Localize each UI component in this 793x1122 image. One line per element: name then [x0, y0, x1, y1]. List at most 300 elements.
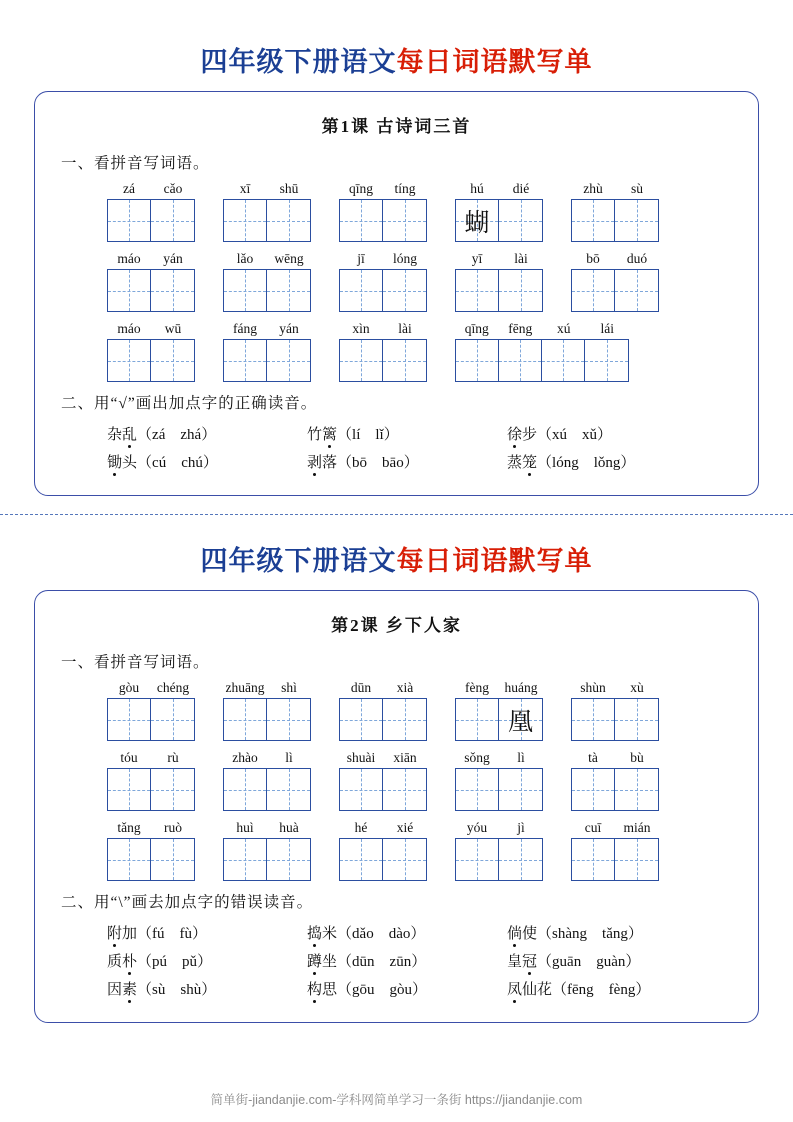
lesson-heading-2: 第2课 乡下人家 [331, 616, 462, 635]
word-group [223, 321, 311, 382]
reading-options[interactable]: dūn zūn [352, 954, 412, 970]
written-char [383, 200, 426, 241]
word-group [455, 820, 543, 881]
pinyin-syllable: lài [514, 251, 528, 266]
tianzige-boxes[interactable] [339, 698, 427, 741]
pinyin-syllable: hú [470, 181, 484, 196]
tianzige-cell[interactable] [615, 200, 658, 241]
tianzige-cell[interactable] [499, 270, 542, 311]
dotted-char: 剥 [307, 451, 322, 472]
pinyin-label [455, 750, 543, 766]
pinyin-row [55, 680, 738, 741]
dotted-char: 冠 [522, 950, 537, 971]
tianzige-cell[interactable] [151, 839, 194, 880]
tianzige-cell[interactable] [499, 340, 542, 381]
written-char [267, 340, 310, 381]
reading-options[interactable]: guān guàn [552, 954, 626, 970]
reading-options[interactable]: shàng tǎng [552, 926, 628, 942]
written-char [224, 270, 266, 311]
pinyin-row [55, 181, 738, 242]
pinyin-syllable: duó [626, 251, 648, 266]
exercise-row [55, 950, 738, 971]
tianzige-boxes[interactable] [571, 768, 659, 811]
pinyin-syllable: yán [163, 251, 183, 266]
pinyin-syllable: shì [281, 680, 297, 695]
pinyin-syllable: lài [398, 321, 412, 336]
tianzige-cell[interactable] [615, 839, 658, 880]
word-group [571, 820, 659, 881]
tianzige-cell[interactable] [383, 340, 426, 381]
dotted-char: 朴 [122, 950, 137, 971]
part1-heading-2: 一、看拼音写词语。 [61, 654, 210, 671]
written-char [108, 270, 150, 311]
written-char [340, 699, 382, 740]
reading-options[interactable]: dǎo dào [352, 926, 411, 942]
pinyin-syllable: zhào [232, 750, 258, 765]
pinyin-syllable: tíng [394, 181, 416, 196]
exercise-item[interactable]: 徐步（xú xǔ） [507, 423, 707, 444]
written-char [572, 200, 614, 241]
tianzige-cell[interactable] [108, 200, 151, 241]
tianzige-boxes[interactable] [455, 838, 543, 881]
written-char [151, 270, 194, 311]
pinyin-syllable: yán [279, 321, 299, 336]
written-char [224, 200, 266, 241]
exercise-item[interactable]: 皇冠（guān guàn） [507, 950, 707, 971]
tianzige-cell[interactable] [151, 769, 194, 810]
tianzige-boxes[interactable] [107, 339, 195, 382]
pinyin-label [571, 181, 659, 197]
pinyin-syllable: sù [630, 181, 643, 196]
written-char [267, 699, 310, 740]
exercise-item[interactable]: 质朴（pú pǔ） [107, 950, 307, 971]
written-char [340, 270, 382, 311]
written-char [615, 270, 658, 311]
pinyin-syllable: chéng [156, 680, 190, 695]
written-char [108, 200, 150, 241]
written-char [456, 769, 498, 810]
tianzige-cell[interactable] [542, 340, 585, 381]
written-char [224, 340, 266, 381]
written-char [383, 839, 426, 880]
exercise-item[interactable]: 构思（gōu gòu） [307, 978, 507, 999]
exercise-item[interactable]: 捣米（dǎo dào） [307, 922, 507, 943]
exercise-item[interactable]: 剥落（bō bāo） [307, 451, 507, 472]
pinyin-syllable: lì [517, 750, 525, 765]
tianzige-boxes[interactable] [107, 698, 195, 741]
written-char [340, 200, 382, 241]
tianzige-boxes[interactable] [223, 199, 311, 242]
exercise-item[interactable]: 附加（fú fù） [107, 922, 307, 943]
word-group [339, 750, 427, 811]
written-char [383, 699, 426, 740]
exercise-grid-2 [55, 922, 738, 999]
pinyin-syllable: bō [586, 251, 600, 266]
tianzige-boxes[interactable] [107, 838, 195, 881]
pinyin-syllable: tǎng [117, 820, 141, 835]
word-group [223, 181, 311, 242]
tianzige-cell[interactable] [224, 769, 267, 810]
pinyin-label [455, 181, 543, 197]
written-char: 凰 [507, 708, 533, 736]
pinyin-label [223, 820, 311, 836]
tianzige-boxes[interactable] [223, 269, 311, 312]
tianzige-cell[interactable] [108, 270, 151, 311]
reading-options[interactable]: gōu gòu [352, 982, 413, 998]
word-group [455, 321, 629, 382]
pinyin-syllable: zá [123, 181, 135, 196]
tianzige-cell[interactable] [224, 340, 267, 381]
pinyin-syllable: qīng [464, 321, 489, 336]
word-group [455, 181, 543, 242]
word-group [339, 680, 427, 741]
exercise-item[interactable]: 因素（sù shù） [107, 978, 307, 999]
written-char [340, 769, 382, 810]
written-char [383, 270, 426, 311]
pinyin-syllable: huà [279, 820, 299, 835]
pinyin-syllable: lǎo [236, 251, 254, 266]
tianzige-cell[interactable] [151, 340, 194, 381]
word-group [223, 680, 311, 741]
tianzige-cell[interactable] [383, 839, 426, 880]
dotted-char: 乱 [122, 423, 137, 444]
pinyin-syllable: dūn [350, 680, 372, 695]
written-char [108, 769, 150, 810]
pinyin-syllable: zhù [583, 181, 603, 196]
tianzige-cell[interactable] [456, 839, 499, 880]
tianzige-boxes[interactable] [223, 339, 311, 382]
word-group [107, 680, 195, 741]
tianzige-cell[interactable] [572, 769, 615, 810]
written-char [267, 270, 310, 311]
tianzige-cell[interactable] [267, 270, 310, 311]
written-char: 蝴 [464, 209, 490, 237]
dotted-char: 构 [307, 978, 322, 999]
tianzige-boxes[interactable] [107, 269, 195, 312]
tianzige-cell[interactable] [615, 769, 658, 810]
pinyin-syllable: tà [588, 750, 598, 765]
written-char [267, 200, 310, 241]
tianzige-cell[interactable] [224, 200, 267, 241]
tianzige-cell[interactable] [615, 699, 658, 740]
pinyin-label [223, 321, 311, 337]
tianzige-cell[interactable] [585, 340, 628, 381]
pinyin-grid-2 [55, 680, 738, 881]
word-group [107, 321, 195, 382]
reading-options[interactable]: lí lǐ [352, 427, 384, 443]
word-group [339, 820, 427, 881]
pinyin-syllable: qīng [348, 181, 373, 196]
pinyin-label [223, 680, 311, 696]
written-char [456, 839, 498, 880]
pinyin-syllable: sǒng [464, 750, 490, 765]
pinyin-label [339, 251, 427, 267]
tianzige-boxes[interactable] [571, 698, 659, 741]
written-char [383, 340, 426, 381]
tianzige-cell[interactable] [224, 839, 267, 880]
tianzige-boxes[interactable] [455, 339, 629, 382]
reading-options[interactable]: fú fù [152, 926, 193, 942]
reading-options[interactable]: pú pǔ [152, 954, 198, 970]
exercise-item[interactable]: 凤仙花（fēng fèng） [507, 978, 707, 999]
worksheet-section-1 [34, 0, 759, 496]
exercise-item[interactable]: 倘使（shàng tǎng） [507, 922, 707, 943]
word-group [571, 750, 659, 811]
written-char [151, 200, 194, 241]
tianzige-cell[interactable] [383, 270, 426, 311]
word-group [223, 750, 311, 811]
pinyin-syllable: shuài [346, 750, 376, 765]
tianzige-cell[interactable] [456, 270, 499, 311]
pinyin-syllable: xié [396, 820, 414, 835]
pinyin-syllable: shùn [580, 680, 606, 695]
pinyin-syllable: mián [623, 820, 651, 835]
pinyin-label [571, 820, 659, 836]
tianzige-boxes[interactable] [339, 269, 427, 312]
exercise-item[interactable]: 竹篱（lí lǐ） [307, 423, 507, 444]
tianzige-cell[interactable] [224, 270, 267, 311]
tianzige-cell[interactable] [340, 699, 383, 740]
tianzige-cell[interactable] [267, 699, 310, 740]
pinyin-syllable: jì [517, 820, 525, 835]
written-char [572, 769, 614, 810]
tianzige-cell[interactable] [383, 769, 426, 810]
pinyin-label [107, 321, 195, 337]
word-group [339, 321, 427, 382]
written-char [224, 839, 266, 880]
title-red-text: 每日词语默写单 [396, 546, 593, 576]
tianzige-boxes[interactable] [339, 339, 427, 382]
tianzige-cell[interactable] [224, 699, 267, 740]
pinyin-label [339, 321, 427, 337]
reading-options[interactable]: lóng lǒng [552, 455, 621, 471]
written-char [456, 270, 498, 311]
pinyin-syllable: huáng [504, 680, 538, 695]
tianzige-cell[interactable] [108, 769, 151, 810]
pinyin-syllable: yóu [466, 820, 488, 835]
written-char [151, 340, 194, 381]
word-group [455, 750, 543, 811]
written-char [108, 340, 150, 381]
tianzige-cell[interactable] [572, 699, 615, 740]
reading-options[interactable]: cú chú [152, 455, 203, 471]
tianzige-boxes[interactable] [571, 199, 659, 242]
pinyin-syllable: xià [396, 680, 414, 695]
written-char [267, 769, 310, 810]
tianzige-boxes[interactable] [571, 269, 659, 312]
tianzige-cell[interactable] [499, 769, 542, 810]
tianzige-cell[interactable] [499, 699, 542, 740]
tianzige-cell[interactable] [267, 839, 310, 880]
written-char [615, 200, 658, 241]
pinyin-label [455, 820, 543, 836]
tianzige-boxes[interactable] [339, 199, 427, 242]
tianzige-cell[interactable] [151, 270, 194, 311]
pinyin-label [455, 251, 543, 267]
pinyin-syllable: fēng [508, 321, 533, 336]
tianzige-cell[interactable] [340, 270, 383, 311]
pinyin-syllable: lì [285, 750, 293, 765]
tianzige-cell[interactable] [108, 699, 151, 740]
word-group [455, 680, 543, 741]
tianzige-cell[interactable] [383, 699, 426, 740]
tianzige-boxes[interactable] [339, 768, 427, 811]
pinyin-syllable: yī [471, 251, 483, 266]
pinyin-syllable: ruò [164, 820, 182, 835]
word-group [223, 251, 311, 312]
tianzige-boxes[interactable] [107, 199, 195, 242]
reading-options[interactable]: bō bāo [352, 455, 404, 471]
written-char [499, 839, 542, 880]
pinyin-syllable: xī [239, 181, 251, 196]
reading-options[interactable]: zá zhá [152, 427, 202, 443]
tianzige-boxes[interactable] [455, 698, 543, 741]
pinyin-label [223, 251, 311, 267]
pinyin-syllable: huì [236, 820, 254, 835]
written-char [499, 200, 542, 241]
exercise-item[interactable]: 蹲坐（dūn zūn） [307, 950, 507, 971]
written-char [108, 839, 150, 880]
tianzige-cell[interactable] [456, 200, 499, 241]
tianzige-cell[interactable] [615, 270, 658, 311]
pinyin-label [107, 820, 195, 836]
pinyin-syllable: shū [279, 181, 299, 196]
reading-options[interactable]: xú xǔ [552, 427, 598, 443]
written-char [151, 839, 194, 880]
pinyin-label [339, 820, 427, 836]
word-group [107, 181, 195, 242]
tianzige-cell[interactable] [340, 340, 383, 381]
pinyin-row [55, 321, 738, 382]
exercise-row [55, 423, 738, 444]
dotted-char: 附 [107, 922, 122, 943]
word-group [107, 820, 195, 881]
tianzige-cell[interactable] [456, 699, 499, 740]
word-group [107, 750, 195, 811]
exercise-item[interactable]: 杂乱（zá zhá） [107, 423, 307, 444]
tianzige-cell[interactable] [572, 200, 615, 241]
written-char [499, 270, 542, 311]
dotted-char: 凤 [507, 978, 522, 999]
tianzige-cell[interactable] [499, 200, 542, 241]
title-blue-text: 四年级下册语文 [200, 47, 397, 77]
tianzige-cell[interactable] [108, 839, 151, 880]
exercise-item[interactable]: 蒸笼（lóng lǒng） [507, 451, 707, 472]
word-group [223, 820, 311, 881]
pinyin-syllable: máo [117, 321, 141, 336]
pinyin-syllable: hé [354, 820, 368, 835]
written-char [499, 769, 542, 810]
tianzige-cell[interactable] [383, 200, 426, 241]
pinyin-label [339, 750, 427, 766]
tianzige-cell[interactable] [151, 699, 194, 740]
worksheet-section-2 [34, 515, 759, 1023]
page-title-1 [34, 0, 759, 79]
written-char [572, 839, 614, 880]
pinyin-syllable: lóng [392, 251, 417, 266]
word-group [455, 251, 543, 312]
tianzige-cell[interactable] [572, 270, 615, 311]
reading-options[interactable]: sù shù [152, 982, 202, 998]
tianzige-cell[interactable] [499, 839, 542, 880]
part1-heading-1: 一、看拼音写词语。 [61, 155, 210, 172]
tianzige-boxes[interactable] [223, 838, 311, 881]
pinyin-label [455, 680, 543, 696]
written-char [542, 340, 584, 381]
tianzige-cell[interactable] [267, 769, 310, 810]
pinyin-label [107, 181, 195, 197]
tianzige-cell[interactable] [267, 340, 310, 381]
pinyin-syllable: xìn [352, 321, 370, 336]
pinyin-syllable: bù [630, 750, 644, 765]
word-group [107, 251, 195, 312]
pinyin-syllable: gòu [118, 680, 140, 695]
written-char [585, 340, 628, 381]
title-blue-text: 四年级下册语文 [200, 546, 397, 576]
written-char [267, 839, 310, 880]
written-char [224, 699, 266, 740]
exercise-item[interactable]: 锄头（cú chú） [107, 451, 307, 472]
pinyin-syllable: lái [600, 321, 614, 336]
tianzige-cell[interactable] [151, 200, 194, 241]
pinyin-label [223, 181, 311, 197]
tianzige-boxes[interactable] [223, 768, 311, 811]
dotted-char: 笼 [522, 451, 537, 472]
pinyin-label [339, 680, 427, 696]
written-char [615, 699, 658, 740]
tianzige-cell[interactable] [572, 839, 615, 880]
pinyin-syllable: tóu [120, 750, 138, 765]
tianzige-boxes[interactable] [223, 698, 311, 741]
pinyin-syllable: xú [557, 321, 571, 336]
written-char [615, 839, 658, 880]
tianzige-cell[interactable] [456, 340, 499, 381]
tianzige-boxes[interactable] [571, 838, 659, 881]
tianzige-boxes[interactable] [455, 199, 543, 242]
written-char [340, 340, 382, 381]
dotted-char: 素 [122, 978, 137, 999]
word-group [571, 181, 659, 242]
pinyin-label [107, 680, 195, 696]
tianzige-cell[interactable] [340, 200, 383, 241]
dotted-char: 蹲 [307, 950, 322, 971]
pinyin-label [107, 251, 195, 267]
tianzige-boxes[interactable] [455, 768, 543, 811]
written-char [108, 699, 150, 740]
tianzige-cell[interactable] [267, 200, 310, 241]
pinyin-row [55, 820, 738, 881]
tianzige-boxes[interactable] [107, 768, 195, 811]
written-char [615, 769, 658, 810]
tianzige-cell[interactable] [340, 839, 383, 880]
pinyin-syllable: rù [167, 750, 179, 765]
written-char [572, 270, 614, 311]
word-group [339, 251, 427, 312]
tianzige-boxes[interactable] [339, 838, 427, 881]
pinyin-syllable: zhuāng [225, 680, 265, 695]
pinyin-label [339, 181, 427, 197]
tianzige-cell[interactable] [456, 769, 499, 810]
tianzige-cell[interactable] [340, 769, 383, 810]
word-group [339, 181, 427, 242]
pinyin-syllable: xiān [393, 750, 417, 765]
dotted-char: 徐 [507, 423, 522, 444]
pinyin-syllable: máo [117, 251, 141, 266]
reading-options[interactable]: fēng fèng [567, 982, 636, 998]
tianzige-cell[interactable] [108, 340, 151, 381]
tianzige-boxes[interactable] [455, 269, 543, 312]
pinyin-row [55, 251, 738, 312]
